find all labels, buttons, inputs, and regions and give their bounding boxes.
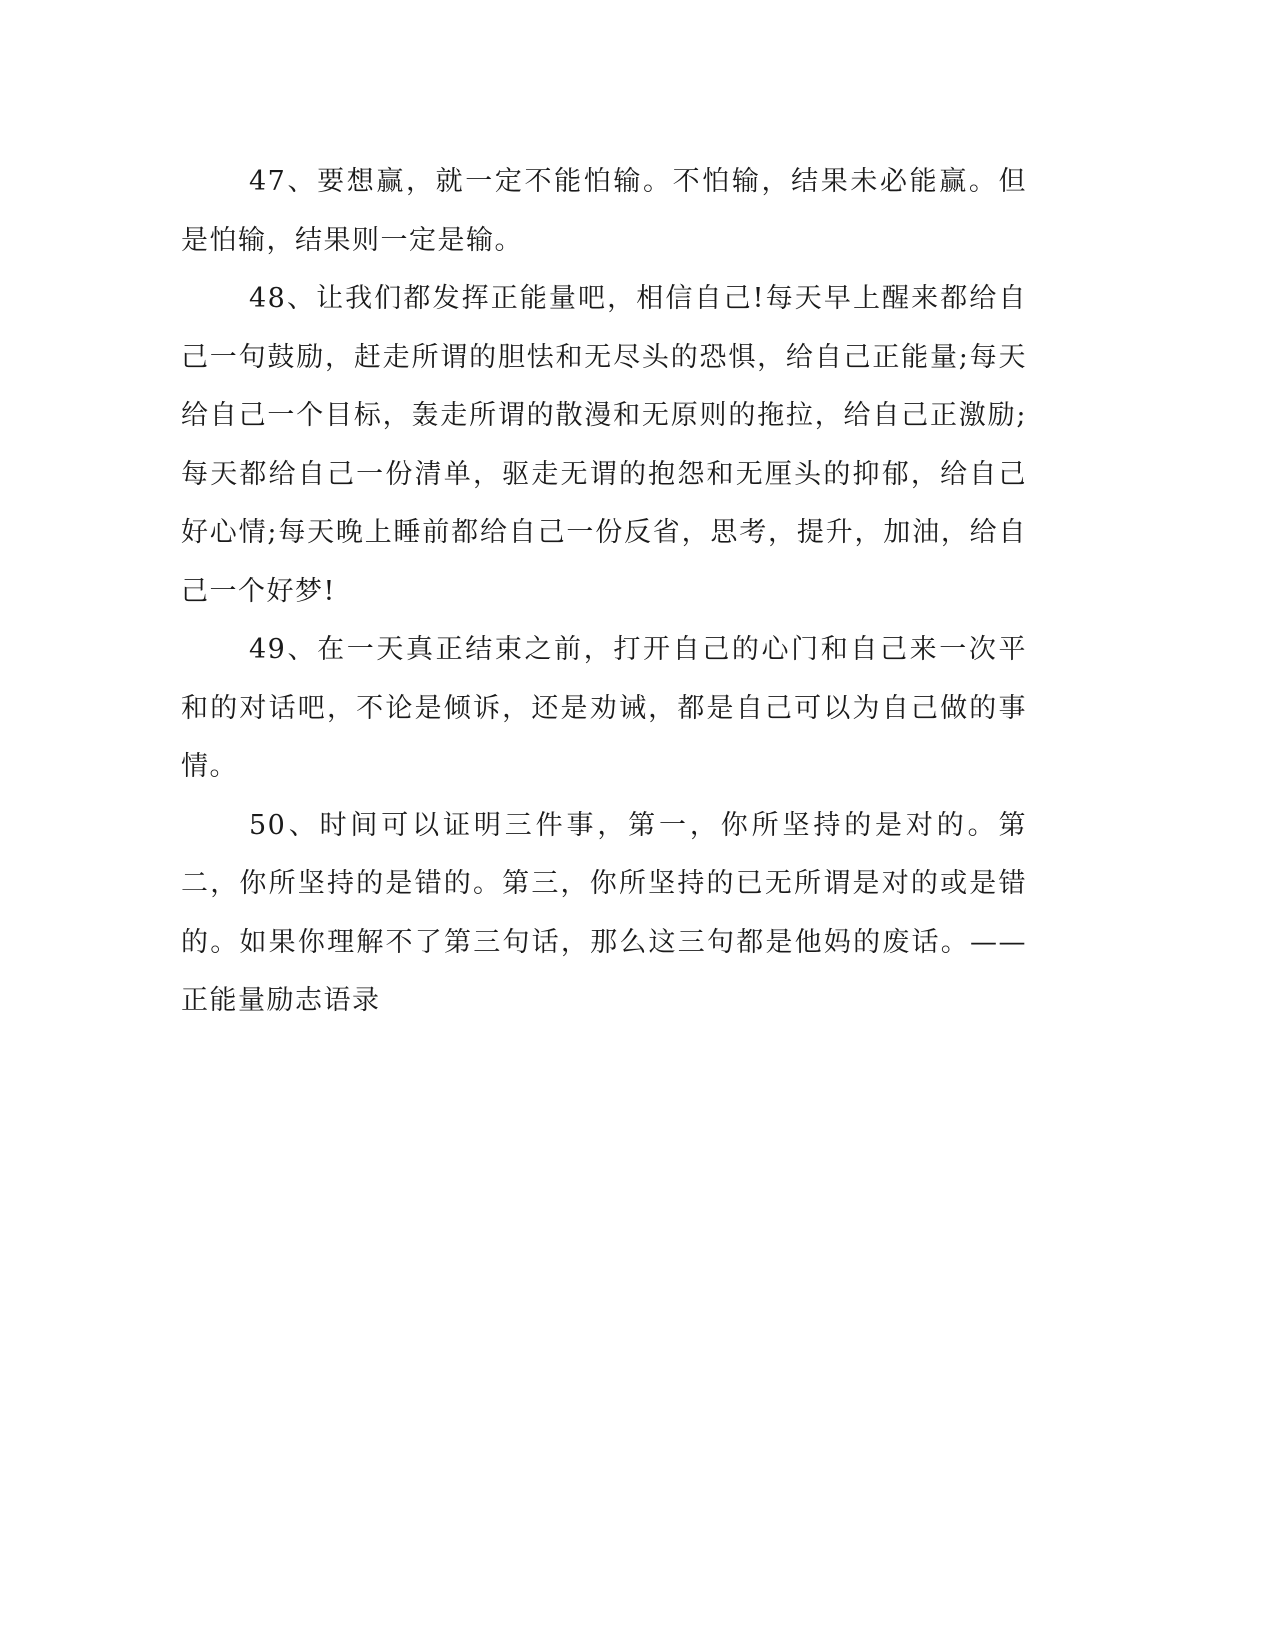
paragraph-50: 50、时间可以证明三件事，第一，你所坚持的是对的。第二，你所坚持的是错的。第三，你所坚持的已无所谓是对的或是错的。如果你理解不了第三句话，那么这三句都是他妈的废话。——正能量励志语录 xyxy=(181,809,1027,1016)
paragraph-49: 49、在一天真正结束之前，打开自己的心门和自己来一次平和的对话吧，不论是倾诉，还是劝诫，都是自己可以为自己做的事情。 xyxy=(181,634,1027,782)
paragraph-47: 47、要想赢，就一定不能怕输。不怕输，结果未必能赢。但是怕输，结果则一定是输。 xyxy=(181,166,1027,256)
document-body xyxy=(181,153,1027,1031)
paragraph-48: 48、让我们都发挥正能量吧，相信自己!每天早上醒来都给自己一句鼓励，赶走所谓的胆怯和无尽头的恐惧，给自己正能量;每天给自己一个目标，轰走所谓的散漫和无原则的拖拉，给自己正激励;每天都给自己一份清单，驱走无谓的抱怨和无厘头的抑郁，给自己好心情;每天晚上睡前都给自己一份反省，思考，提升，加油，给自己一个好梦! xyxy=(181,283,1027,607)
